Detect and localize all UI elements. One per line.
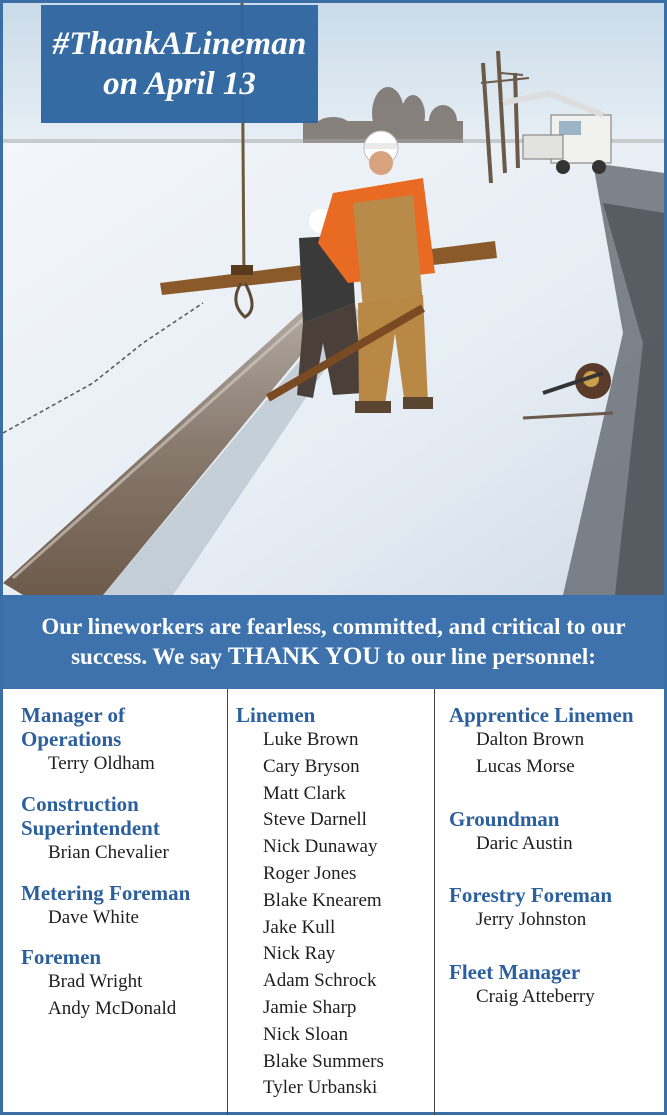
personnel-roster — [3, 689, 664, 1115]
group-foremen — [21, 945, 226, 1023]
person-name: Matt Clark — [263, 782, 346, 804]
group-forestry-foreman — [449, 883, 661, 934]
column-divider — [434, 689, 435, 1115]
role-heading: Apprentice Linemen — [449, 703, 634, 727]
person-name: Brian Chevalier — [48, 841, 169, 863]
person-name: Jamie Sharp — [263, 996, 357, 1018]
person-name: Tyler Urbanski — [263, 1077, 378, 1099]
banner-line-1: Our lineworkers are fearless, committed, and critical to our — [41, 614, 626, 639]
person-name: Blake Summers — [263, 1050, 384, 1072]
hashtag-title: #ThankALineman — [52, 26, 307, 62]
person-name: Nick Ray — [263, 943, 336, 965]
role-heading: Metering Foreman — [21, 880, 191, 905]
column-divider — [227, 689, 228, 1115]
person-name: Brad Wright — [48, 971, 143, 993]
banner-line-2 — [3, 642, 664, 672]
group-linemen — [236, 703, 431, 1102]
role-heading: Groundman — [449, 806, 560, 831]
role-heading: Linemen — [236, 703, 316, 727]
group-manager-operations — [21, 703, 226, 778]
role-heading: Operations — [21, 727, 122, 751]
person-name: Jake Kull — [263, 916, 336, 938]
person-name: Nick Sloan — [263, 1023, 348, 1045]
role-heading: Fleet Manager — [449, 960, 581, 985]
person-name: Jerry Johnston — [476, 909, 587, 931]
group-construction-superintendent — [21, 792, 226, 867]
person-name: Andy McDonald — [48, 998, 177, 1020]
roster-column-1 — [21, 703, 226, 1037]
group-groundman — [449, 807, 661, 858]
banner-line-2-pre: success. We say — [71, 644, 228, 669]
roster-column-3 — [449, 703, 661, 1037]
thank-you-banner — [3, 595, 664, 689]
person-name: Steve Darnell — [263, 809, 367, 831]
person-name: Luke Brown — [263, 729, 359, 750]
person-name: Lucas Morse — [476, 755, 575, 777]
person-name: Terry Oldham — [48, 753, 155, 774]
person-name: Dalton Brown — [476, 729, 585, 750]
person-name: Daric Austin — [476, 832, 573, 854]
person-name: Nick Dunaway — [263, 836, 378, 858]
person-name: Cary Bryson — [263, 755, 360, 777]
role-heading: Forestry Foreman — [449, 883, 613, 908]
banner-line-2-post: to our line personnel: — [380, 644, 596, 669]
role-heading: Superintendent — [21, 815, 160, 840]
person-name: Blake Knearem — [263, 889, 382, 911]
person-name: Dave White — [48, 906, 139, 928]
role-heading: Foremen — [21, 945, 102, 970]
roster-column-2 — [236, 703, 431, 1116]
group-fleet-manager — [449, 960, 661, 1011]
lineworkers-photo — [3, 3, 664, 595]
person-name: Adam Schrock — [263, 970, 377, 992]
hashtag-date: on April 13 — [103, 66, 256, 102]
group-metering-foreman — [21, 881, 226, 932]
person-name: Craig Atteberry — [476, 986, 595, 1008]
role-heading: Manager of — [21, 703, 126, 727]
banner-thank-you: THANK YOU — [227, 643, 381, 670]
group-apprentice-linemen — [449, 703, 661, 781]
role-heading: Construction — [21, 791, 139, 816]
person-name: Roger Jones — [263, 862, 357, 884]
hashtag-box — [41, 5, 318, 123]
